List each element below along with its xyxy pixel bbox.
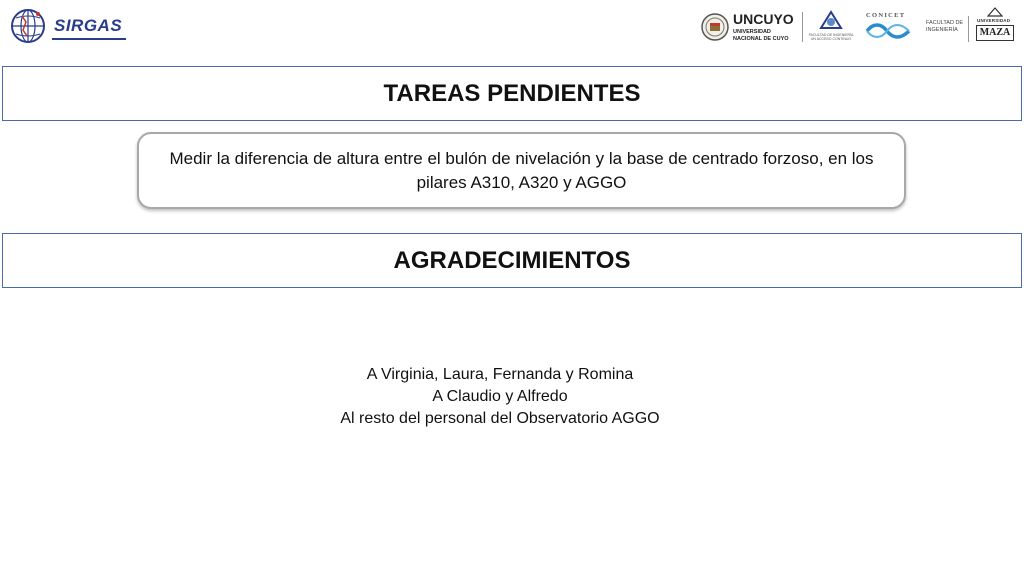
acknowledgement-line: A Claudio y Alfredo <box>432 388 568 405</box>
conicet-text: CONICET <box>866 12 906 19</box>
maza-name: MAZA <box>976 25 1014 41</box>
pending-task-box <box>137 132 906 209</box>
uncuyo-logo <box>700 8 800 48</box>
sirgas-logo-text: SIRGAS <box>54 16 123 35</box>
uncuyo-subtitle <box>733 29 803 42</box>
pending-task-text: Medir la diferencia de altura entre el bulón de nivelación y la base de centrado forzoso, en los pilares A310, A320 y AGGO <box>169 148 874 192</box>
maza-university-label: UNIVERSIDAD <box>977 18 1011 23</box>
facultad-logo <box>922 14 970 44</box>
uncuyo-subtitle-line: NACIONAL DE CUYO <box>733 35 789 42</box>
conicet-wave-icon <box>865 22 911 40</box>
maza-crest-icon <box>987 7 1003 17</box>
ingenieria-emblem-icon <box>819 10 843 32</box>
header-logos <box>0 0 1024 56</box>
acknowledgements-title: AGRADECIMIENTOS <box>2 233 1022 288</box>
facultad-line: INGENIERÍA <box>926 27 958 33</box>
ingenieria-logo <box>806 8 856 48</box>
logo-divider <box>968 16 969 42</box>
globe-icon <box>8 4 48 48</box>
pending-tasks-title: TAREAS PENDIENTES <box>2 66 1022 121</box>
logo-divider <box>802 12 803 42</box>
maza-logo <box>972 6 1018 46</box>
ingenieria-caption-line: UN ACCESO CONTINUO <box>810 37 852 41</box>
sirgas-logo <box>8 4 123 48</box>
sirgas-underline <box>52 38 126 40</box>
conicet-logo <box>862 8 914 44</box>
acknowledgement-line: Al resto del personal del Observatorio AGGO <box>340 410 660 427</box>
acknowledgement-line: A Virginia, Laura, Fernanda y Romina <box>366 366 634 383</box>
uncuyo-title: UNCUYO <box>733 11 794 27</box>
uncuyo-seal-icon <box>700 12 730 42</box>
ingenieria-caption-line: FACULTAD DE INGENIERÍA <box>808 33 854 37</box>
facultad-line: FACULTAD DE <box>926 20 964 26</box>
facultad-text <box>926 20 963 34</box>
ingenieria-caption <box>806 33 856 41</box>
uncuyo-subtitle-line: UNIVERSIDAD <box>733 29 771 35</box>
acknowledgements-list <box>250 364 750 430</box>
